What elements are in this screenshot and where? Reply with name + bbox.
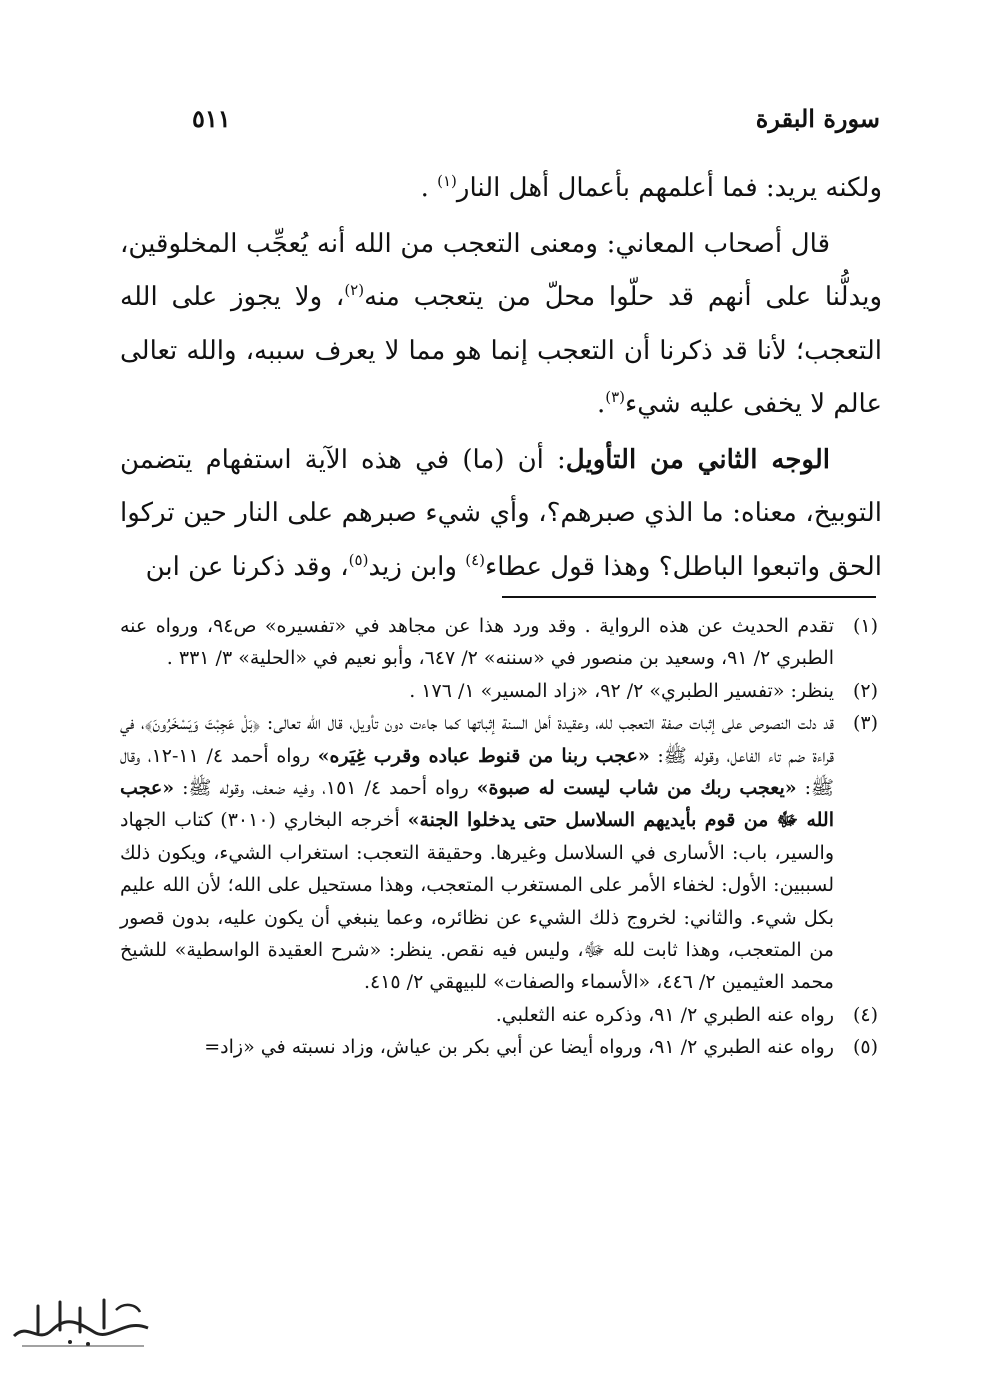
footnote-text: قد دلت النصوص على إثبات صفة التعجب لله، وعقيدة أهل السنة إثباتها كما جاءت دون تأويل، قال الله تعالى: ﴿بَلْ عَجِبْتَ وَيَسْخَرُونَ﴾، في قراءة ضم تاء الفاعل، وقوله ﷺ: «عجب ربنا من قنوط عباده وقرب غِيَره» رواه أحمد ٤/ ١١-١٢، وقال ﷺ: «يعجب ربك من شاب ليست له صبوة» رواه أحمد ٤/ ١٥١، وفيه ضعف، وقوله ﷺ: «عجب الله ﷻ من قوم بأيديهم السلاسل حتى يدخلوا الجنة» أخرجه البخاري (٣٠١٠) كتاب الجهاد والسير، باب: الأسارى في السلاسل وغيرها. وحقيقة التعجب: استغراب الشيء، ويكون ذلك لسببين: الأول: لخفاء الأمر على المستغرب المتعجب، وهذا مستحيل على الله؛ لأن الله عليم بكل شيء. والثاني: لخروج ذلك الشيء عن نظائره، وعما ينبغي أن يكون عليه، بدون قصور من المتعجب، وهذا ثابت لله ﷻ، وليس فيه نقص. ينظر: «شرح العقيدة الواسطية» للشيخ محمد العثيمين ٢/ ٤٤٦، «الأسماء والصفات» للبيهقي ٢/ ٤١٥. bbox=[120, 712, 834, 994]
paragraph-3: الوجه الثاني من التأويل: أن (ما) في هذه الآية استفهام يتضمن التوبيخ، معناه: ما الذي صبرهم؟، وأي شيء صبرهم على النار حين تركوا الحق واتبعوا الباطل؟ وهذا قول عطاء$^{(٤)}$ وابن زيد$^{(٥)}$، وقد ذكرنا عن ابن bbox=[120, 444, 882, 582]
footnote-3 bbox=[120, 707, 878, 999]
hadith-quote: «عجب ربنا من قنوط عباده وقرب غِيَره» bbox=[317, 744, 650, 767]
footnote-ref-1: (١) bbox=[437, 172, 457, 190]
footnotes bbox=[120, 610, 878, 1064]
footnote-text: ينظر: «تفسير الطبري» ٢/ ٩٢، «زاد المسير» ١/ ١٧٦ . bbox=[409, 679, 834, 702]
footnote-text: رواه عنه الطبري ٢/ ٩١، وذكره عنه الثعلبي. bbox=[495, 1003, 834, 1026]
surah-title: سورة البقرة bbox=[755, 103, 880, 133]
hadith-quote: «يعجب ربك من شاب ليست له صبوة» bbox=[476, 777, 797, 800]
footnote-number: (٤) bbox=[852, 1003, 878, 1026]
footnote-ref-3: (٣) bbox=[605, 388, 626, 406]
footnote-divider bbox=[502, 596, 876, 598]
main-text bbox=[120, 162, 882, 596]
page-header bbox=[192, 98, 880, 138]
footnote-5 bbox=[120, 1031, 878, 1063]
footnote-2 bbox=[120, 675, 878, 707]
footnote-ref-2: (٢) bbox=[344, 281, 365, 299]
footnote-number: (٢) bbox=[852, 679, 878, 702]
footnote-4 bbox=[120, 999, 878, 1031]
footnote-number: (١) bbox=[852, 615, 878, 637]
footnote-ref-4: (٤) bbox=[465, 550, 486, 569]
watermark-logo bbox=[8, 1292, 158, 1352]
footnote-text: تقدم الحديث عن هذه الرواية . وقد ورد هذا عن مجاهد في «تفسيره» ص٩٤، ورواه عنه الطبري ٢/ ٩١، وسعيد بن منصور في «سننه» ٢/ ٦٤٧، وأبو نعيم في «الحلية» ٣/ ٣٣١ . bbox=[120, 615, 834, 670]
footnote-text: رواه عنه الطبري ٢/ ٩١، ورواه أيضا عن أبي بكر بن عياش، وزاد نسبته في «زاد= bbox=[204, 1036, 834, 1059]
footnote-number: (٥) bbox=[852, 1036, 878, 1059]
hadith-quote: «عجب الله ﷻ من قوم بأيديهم السلاسل حتى يدخلوا الجنة» bbox=[120, 777, 834, 832]
section-heading: الوجه الثاني من التأويل bbox=[565, 444, 830, 475]
paragraph-1: ولكنه يريد: فما أعلمهم بأعمال أهل النار$^{(١)}$ . bbox=[420, 172, 882, 203]
footnote-number: (٣) bbox=[852, 712, 878, 735]
footnote-1 bbox=[120, 610, 878, 675]
footnote-ref-5: (٥) bbox=[348, 550, 369, 569]
page-number: ٥١١ bbox=[192, 103, 231, 133]
paragraph-2: قال أصحاب المعاني: ومعنى التعجب من الله أنه يُعجِّب المخلوقين، ويدلُّنا على أنهم قد حلّوا محلّ من يتعجب منه$^{(٢)}$، ولا يجوز على الله التعجب؛ لأنا قد ذكرنا أن التعجب إنما هو مما لا يعرف سببه، والله تعالى عالم لا يخفى عليه شيء$^{(٣)}$. bbox=[120, 228, 883, 419]
